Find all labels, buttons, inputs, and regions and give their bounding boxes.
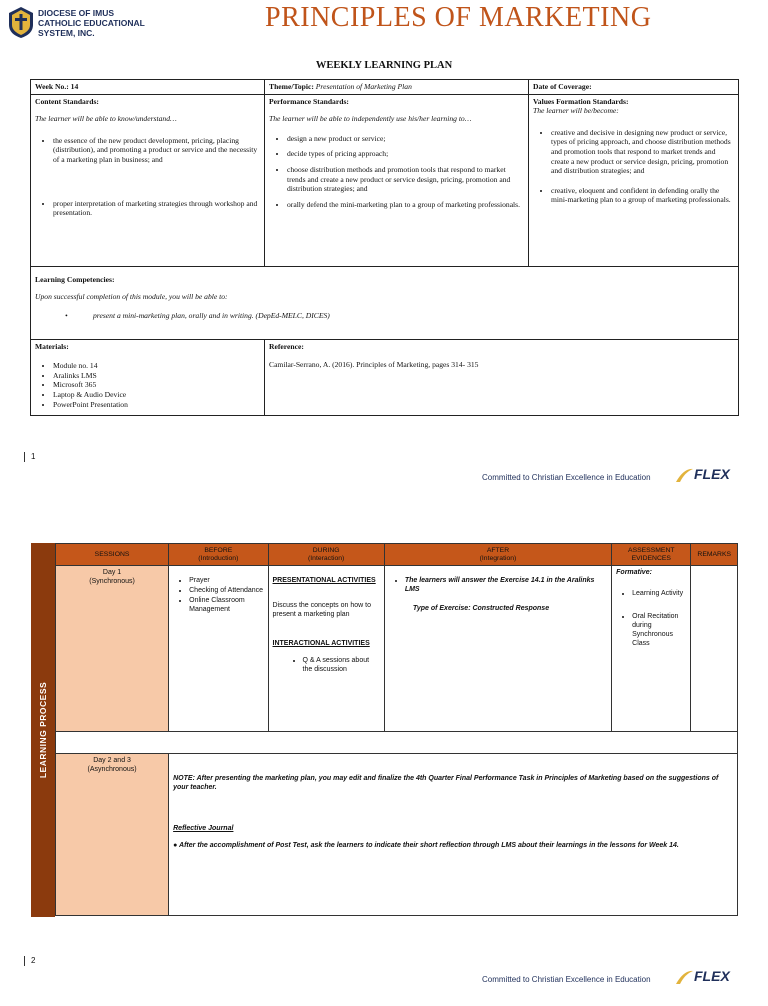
document-title: PRINCIPLES OF MARKETING [265, 2, 652, 33]
day23-content-cell [169, 754, 738, 916]
day1-exercise-type: Type of Exercise: Constructed Response [412, 605, 550, 612]
values-standard-item: • creative and decisive in designing new product or service, types of pricing approach, and choose distribution methods and promotion tools that respond to market trends and create a new product or service design, pricing, promotion and distribution strategies; and [551, 128, 734, 176]
header-during [268, 544, 384, 566]
day23-mode: (Asynchronous) [87, 766, 137, 773]
header-after [384, 544, 611, 566]
footer-tagline: Committed to Christian Excellence in Education [482, 975, 651, 984]
day1-remarks-cell [691, 566, 738, 732]
material-item: • Laptop & Audio Device [53, 390, 260, 400]
content-standards-cell [31, 94, 265, 266]
organization-name [38, 8, 145, 38]
materials-cell [31, 339, 265, 415]
theme-value: Presentation of Marketing Plan [315, 82, 412, 91]
plan-title: WEEKLY LEARNING PLAN [315, 60, 453, 71]
reference-heading: Reference: [269, 341, 304, 351]
assessment-item: • Learning Activity [632, 589, 686, 598]
theme-cell [265, 80, 529, 95]
page-number-value: 2 [31, 956, 36, 966]
day1-after-item: • The learners will answer the Exercise 14.1 in the Aralinks LMS [405, 576, 607, 594]
reflective-journal-heading: Reflective Journal [173, 825, 234, 832]
performance-standards-cell [265, 94, 529, 266]
competencies-heading: Learning Competencies: [35, 274, 115, 284]
journal-text: After the accomplishment of Post Test, ask the learners to indicate their short reflection through LMS about their learnings in the lessons for Week 14. [179, 842, 679, 849]
org-line-3: SYSTEM, INC. [38, 28, 95, 38]
presentational-activities-heading: PRESENTATIONAL ACTIVITIES [272, 577, 376, 584]
flex-swoosh-icon [674, 466, 694, 484]
day1-assessment-cell [612, 566, 691, 732]
competency-bullet: • [65, 310, 68, 320]
performance-standards-intro: The learner will be able to independently use his/her learning to… [269, 114, 472, 124]
day1-label: Day 1 [102, 569, 122, 576]
header-after-text: AFTER [486, 546, 510, 554]
header-before-sub: (Introduction) [198, 554, 239, 562]
performance-standards-heading: Performance Standards: [269, 96, 349, 106]
org-line-2: CATHOLIC EDUCATIONAL [38, 18, 145, 28]
page-number [24, 956, 35, 966]
journal-bullet: ● [173, 842, 180, 849]
performance-standard-item: • decide types of pricing approach; [287, 149, 524, 159]
page-number [24, 452, 35, 462]
day1-during-text: Discuss the concepts on how to present a marketing plan [272, 602, 371, 618]
competencies-cell [31, 266, 739, 339]
header-assessment-sub: EVIDENCES [631, 554, 671, 562]
week-label: Week No.: 14 [35, 82, 79, 91]
header-remarks [691, 544, 738, 566]
values-standards-cell [529, 94, 739, 266]
day1-before-cell [169, 566, 268, 732]
header-sessions-text: SESSIONS [94, 550, 130, 558]
competencies-intro: Upon successful completion of this module, you will be able to: [35, 292, 228, 302]
header-during-text: DURING [312, 546, 340, 554]
day1-during-cell [268, 566, 384, 732]
flex-logo: FLEX [694, 466, 730, 482]
values-standards-heading: Values Formation Standards: [533, 96, 629, 106]
coverage-label: Date of Coverage: [533, 82, 592, 91]
header-before-text: BEFORE [204, 546, 233, 554]
content-standard-item: • the essence of the new product development, pricing, placing (distribution), and promoting a product or service and the necessity of a marketing plan in business; and [53, 136, 260, 165]
content-standards-intro: The learner will be able to know/understand… [35, 114, 177, 124]
reference-cell [265, 339, 739, 415]
header-during-sub: (Interaction) [308, 554, 345, 562]
week-cell [31, 80, 265, 95]
learning-process-label [31, 543, 55, 917]
learning-process-table [55, 543, 738, 916]
flex-logo: FLEX [694, 968, 730, 984]
day23-note: NOTE: After presenting the marketing plan, you may edit and finalize the 4th Quarter Final Performance Task in Principles of Marketing based on the suggestions of your teacher. [173, 775, 719, 791]
flex-swoosh-icon [674, 968, 694, 986]
reference-text: Camilar-Serrano, A. (2016). Principles of Marketing, pages 314- 315 [269, 360, 479, 370]
spacer-row [56, 732, 738, 754]
theme-label: Theme/Topic: [269, 82, 314, 91]
values-standards-intro: The learner will be/become: [533, 106, 619, 116]
learning-process-text: LEARNING PROCESS [38, 681, 48, 779]
performance-standard-item: • design a new product or service; [287, 134, 524, 144]
reflective-journal-text [173, 841, 733, 850]
header-remarks-text: REMARKS [697, 550, 732, 558]
material-item: • Aralinks LMS [53, 371, 260, 381]
material-item: • Microsoft 365 [53, 380, 260, 390]
performance-standard-item: • orally defend the mini-marketing plan to a group of marketing professionals. [287, 200, 524, 210]
day1-after-cell [384, 566, 611, 732]
day23-label: Day 2 and 3 [93, 757, 131, 764]
content-standard-item: • proper interpretation of marketing strategies through workshop and presentation. [53, 199, 260, 218]
day1-session-cell [56, 566, 169, 732]
day23-session-cell [56, 754, 169, 916]
interactional-activities-heading: INTERACTIONAL ACTIVITIES [272, 640, 370, 647]
footer-tagline: Committed to Christian Excellence in Education [482, 473, 651, 482]
materials-heading: Materials: [35, 341, 69, 351]
values-standard-item: • creative, eloquent and confident in defending orally the mini-marketing plan to a group of marketing professionals. [551, 186, 734, 205]
material-item: • PowerPoint Presentation [53, 400, 260, 410]
diocese-logo [6, 5, 36, 39]
header-assessment-text: ASSESSMENT [628, 546, 675, 554]
header-sessions [56, 544, 169, 566]
performance-standard-item: • choose distribution methods and promotion tools that respond to market trends and create a new product or service design, pricing, promotion and distribution strategies; and [287, 165, 524, 194]
header-after-sub: (Integration) [479, 554, 517, 562]
weekly-plan-table [30, 79, 739, 416]
material-item: • Module no. 14 [53, 361, 260, 371]
header-before [169, 544, 268, 566]
coverage-cell [529, 80, 739, 95]
header-assessment [612, 544, 691, 566]
competency-item: present a mini-marketing plan, orally and in writing. (DepEd-MELC, DICES) [93, 310, 330, 320]
day1-during-item: • Q & A sessions about the discussion [303, 656, 380, 674]
content-standards-heading: Content Standards: [35, 96, 99, 106]
day1-before-item: • Checking of Attendance [189, 586, 263, 595]
org-line-1: DIOCESE OF IMUS [38, 8, 115, 18]
day1-before-item: • Online Classroom Management [189, 596, 263, 614]
day1-before-item: • Prayer [189, 576, 263, 585]
day1-mode: (Synchronous) [89, 578, 135, 585]
page-number-value: 1 [31, 452, 36, 462]
assessment-item: • Oral Recitation during Synchronous Class [632, 612, 686, 648]
formative-label: Formative: [616, 569, 652, 576]
